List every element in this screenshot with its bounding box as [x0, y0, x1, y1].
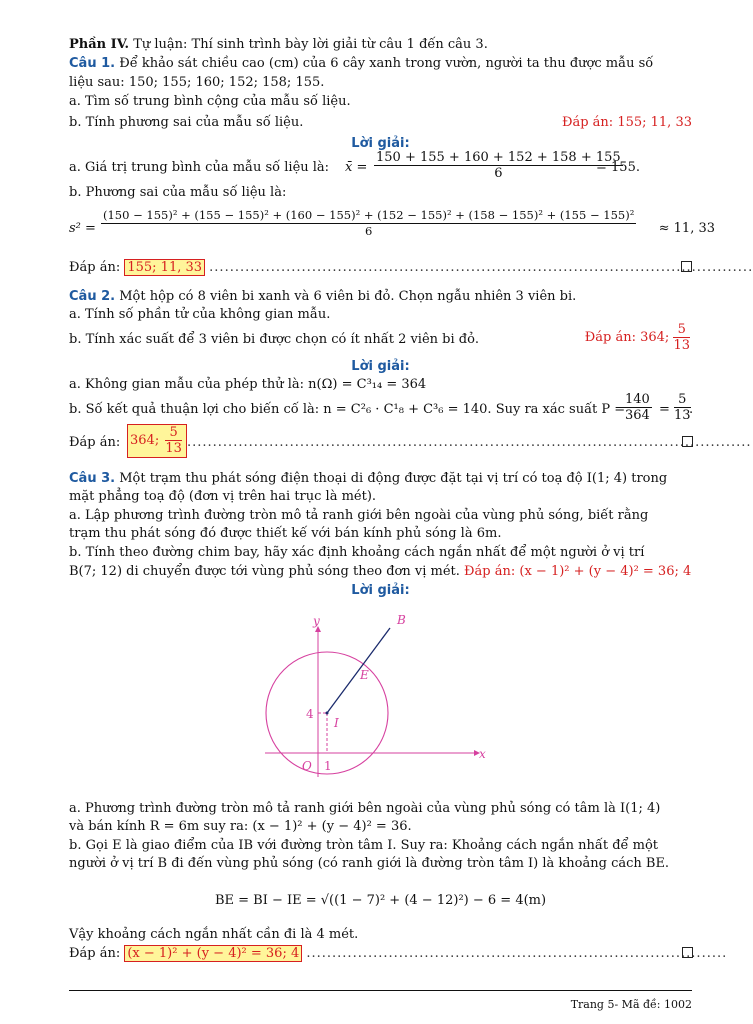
q2-final-num: 5: [165, 425, 182, 441]
q1-sol-b-text: b. Phương sai của mẫu số liệu là:: [69, 185, 287, 200]
tick-4: 4: [306, 707, 314, 721]
q1-text-1: Để khảo sát chiều cao (cm) của 6 cây xanh trong vườn, người ta thu được mẫu số: [119, 56, 654, 71]
part-title: Phần IV.: [69, 37, 130, 52]
q2-sol-b-f2-num: 5: [674, 392, 691, 408]
q1-sol-b-num: (150 − 155)² + (155 − 155)² + (160 − 155)² + (152 − 155)² + (158 − 155)² + (155 − 155)²: [103, 208, 635, 222]
q3-text-1: Một trạm thu phát sóng điện thoại di động được đặt tại vị trí có toạ độ I(1; 4) trong: [119, 471, 668, 486]
q3-part-a-1: a. Lập phương trình đường tròn mô tả ranh giới bên ngoài của vùng phủ sóng, biết rằng: [69, 508, 649, 523]
answer-label: Đáp án:: [69, 260, 121, 275]
q3-part-b-1: b. Tính theo đường chim bay, hãy xác định khoảng cách ngắn nhất để một người ở vị trí: [69, 545, 645, 560]
footer-rule: [69, 990, 692, 991]
solution-heading: Lời giải:: [351, 136, 410, 151]
q1-part-b: b. Tính phương sai của mẫu số liệu.: [69, 115, 304, 130]
q3-sol-b-1: b. Gọi E là giao điểm của IB với đường tròn tâm I. Suy ra: Khoảng cách ngắn nhất để một: [69, 838, 659, 853]
q1-sol-a-lhs: x̄ =: [345, 160, 368, 175]
q3-sol-a-2: và bán kính R = 6m suy ra: (x − 1)² + (y − 4)² = 36.: [69, 819, 412, 834]
dotted-leader: ..........................................................................................................: [209, 260, 753, 275]
q2-part-a: a. Tính số phần tử của không gian mẫu.: [69, 307, 331, 322]
q3-answer-right: Đáp án: (x − 1)² + (y − 4)² = 36; 4: [464, 564, 692, 579]
q1-sol-a-num: 150 + 155 + 160 + 152 + 158 + 155: [376, 150, 621, 165]
q3-part-a-2: trạm thu phát sóng đó được thiết kế với bán kính phủ sóng là 6m.: [69, 526, 502, 541]
segment-IB: [327, 628, 390, 713]
q1-answer-right: Đáp án: 155; 11, 33: [561, 115, 692, 130]
label-O: O: [302, 759, 312, 773]
label-B: B: [397, 613, 406, 627]
q3-final-answer: (x − 1)² + (y − 4)² = 36; 4: [124, 945, 302, 962]
label-x: x: [479, 747, 486, 761]
q1-final-answer: 155; 11, 33: [124, 259, 205, 276]
q1-sol-b-result: ≈ 11, 33: [658, 221, 715, 236]
q1-text-2: liệu sau: 150; 155; 160; 152; 158; 155.: [69, 75, 325, 90]
q2-sol-b-f1-den: 364: [625, 408, 650, 423]
q2-answer-num: 5: [673, 322, 690, 338]
page-footer: Trang 5- Mã đề: 1002: [570, 998, 692, 1011]
figure-group: [265, 613, 486, 777]
q3-final-answer-line: [69, 945, 728, 962]
q2-answer-prefix: Đáp án: 364;: [584, 330, 670, 345]
q2-text-1: Một hộp có 8 viên bi xanh và 6 viên bi đỏ. Chọn ngẫu nhiên 3 viên bi.: [119, 289, 577, 304]
q3-sol-b-eq: BE = BI − IE = √((1 − 7)² + (4 − 12)²) − 6 = 4(m): [214, 893, 547, 908]
solution-heading: Lời giải:: [351, 583, 410, 598]
q2-sol-b-end: .: [689, 402, 694, 417]
q2-final-den: 13: [165, 441, 182, 456]
end-box-icon: [682, 947, 693, 958]
q1-label: Câu 1.: [69, 56, 116, 71]
q2-sol-a: a. Không gian mẫu của phép thử là: n(Ω) = C³₁₄ = 364: [69, 377, 427, 392]
solution-heading: Lời giải:: [351, 359, 410, 374]
q3-sol-b-2: người ở vị trí B đi đến vùng phủ sóng (có ranh giới là đường tròn tâm I) là khoảng cách BE.: [69, 856, 670, 871]
part-instruction: Tự luận: Thí sinh trình bày lời giải từ câu 1 đến câu 3.: [133, 37, 488, 52]
q2-sol-b-f1-num: 140: [625, 392, 650, 407]
q2-label: Câu 2.: [69, 289, 116, 304]
tick-1: 1: [324, 759, 332, 773]
q1-sol-b-den: 6: [365, 224, 373, 238]
q2-sol-b-f2-den: 13: [674, 408, 691, 423]
q1-part-a: a. Tìm số trung bình cộng của mẫu số liệu.: [69, 94, 351, 109]
q1-sol-a-text: a. Giá trị trung bình của mẫu số liệu là:: [69, 160, 330, 175]
dotted-leader: ..............................................................................................................: [187, 435, 752, 450]
point-I: [326, 712, 329, 715]
q3-label: Câu 3.: [69, 471, 116, 486]
q3-sol-a-1: a. Phương trình đường tròn mô tả ranh giới bên ngoài của vùng phủ sóng có tâm là I(1; 4): [69, 801, 661, 816]
q1-sol-a-den: 6: [494, 166, 503, 181]
q3-conclusion: Vậy khoảng cách ngắn nhất cần đi là 4 mét.: [69, 927, 359, 942]
q3-part-b-2: B(7; 12) di chuyển được tới vùng phủ sóng theo đơn vị mét.: [69, 564, 460, 579]
q1-sol-b-lhs: s² =: [69, 221, 96, 236]
q2-part-b: b. Tính xác suất để 3 viên bi được chọn có ít nhất 2 viên bi đỏ.: [69, 332, 480, 347]
q2-sol-b-eq: =: [659, 402, 670, 417]
label-E: E: [360, 668, 369, 682]
q3-text-2: mặt phẳng toạ độ (đơn vị trên hai trục là mét).: [69, 489, 377, 504]
label-y: y: [313, 614, 320, 628]
label-I: I: [334, 716, 339, 730]
answer-label: Đáp án:: [69, 946, 121, 961]
dotted-leader: ..................................................................................: [306, 946, 728, 961]
q2-sol-b-text: b. Số kết quả thuận lợi cho biến cố là: n = C²₆ · C¹₈ + C³₆ = 140. Suy ra xác suất P =: [69, 402, 626, 417]
q2-answer-den: 13: [673, 338, 690, 353]
answer-label: Đáp án:: [69, 435, 121, 450]
q1-sol-a-result: = 155.: [596, 160, 640, 175]
q2-final-prefix: 364;: [130, 433, 160, 448]
